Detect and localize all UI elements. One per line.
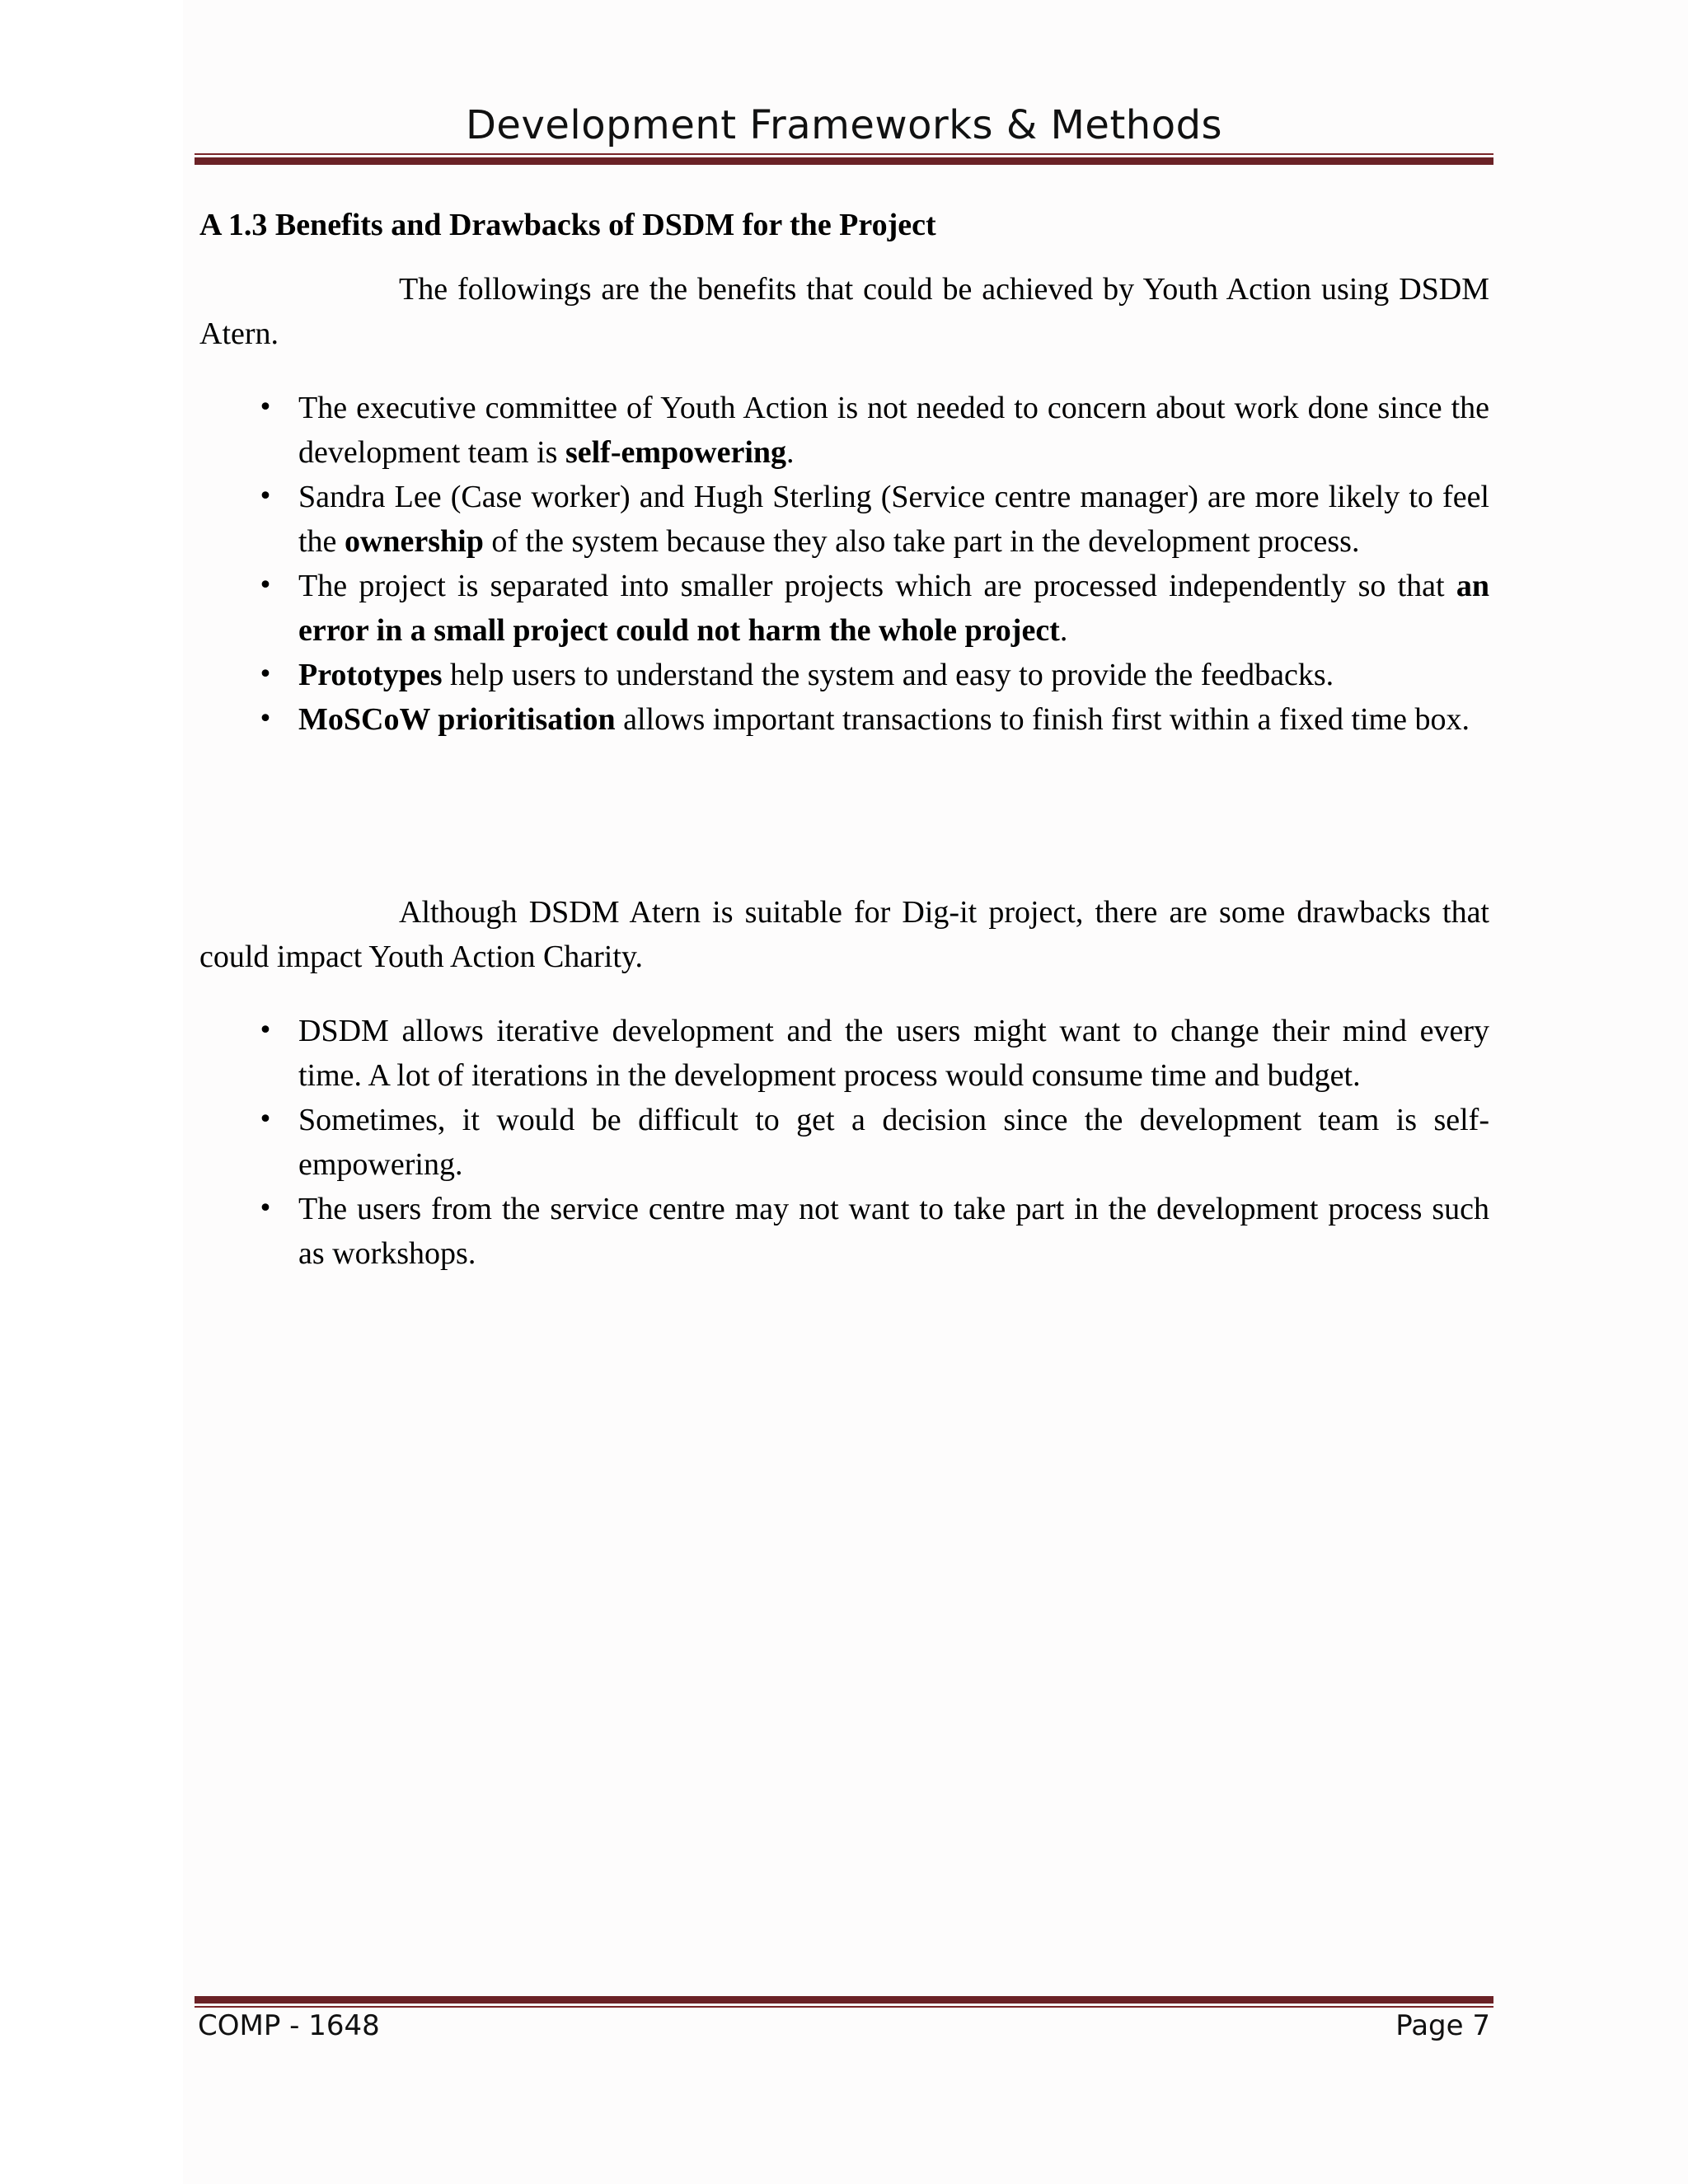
list-item (199, 1009, 1489, 1098)
list-item-text: help users to understand the system and easy to provide the feedbacks. (442, 658, 1334, 692)
list-item-text: . (1059, 613, 1068, 648)
list-item-emphasis: ownership (344, 524, 484, 559)
bullet-icon: • (258, 705, 273, 733)
benefits-intro: The followings are the benefits that could be achieved by Youth Action using DSDM Atern. (199, 272, 1489, 351)
course-code: COMP - 1648 (198, 2009, 380, 2042)
list-item-text: DSDM allows iterative development and the users might want to change their mind every time. A lot of iterations in the development process would consume time and budget. (298, 1014, 1489, 1093)
document-body (199, 203, 1489, 1276)
list-item-text: The executive committee of Youth Action is not needed to concern about work done since the development team is (298, 391, 1489, 470)
benefits-list (199, 386, 1489, 742)
section-heading: A 1.3 Benefits and Drawbacks of DSDM for the Project (199, 208, 936, 242)
list-item (199, 386, 1489, 475)
page-number: Page 7 (1395, 2009, 1490, 2042)
list-item (199, 564, 1489, 653)
bullet-icon: • (258, 571, 273, 600)
bullet-icon: • (258, 482, 273, 511)
list-item-text: Sometimes, it would be difficult to get a decision since the development team is self-empowering. (298, 1103, 1489, 1182)
list-item-text: . (786, 435, 795, 470)
bullet-icon: • (258, 1194, 273, 1223)
header-rule (195, 153, 1493, 165)
list-item (199, 1187, 1489, 1276)
drawbacks-list (199, 1009, 1489, 1276)
drawbacks-intro: Although DSDM Atern is suitable for Dig-it project, there are some drawbacks that could impact Youth Action Charity. (199, 895, 1489, 974)
bullet-icon: • (258, 1016, 273, 1045)
list-item-text: allows important transactions to finish first within a fixed time box. (615, 702, 1470, 737)
list-item-text: The project is separated into smaller projects which are processed independently so that (298, 569, 1456, 603)
list-item-emphasis: Prototypes (298, 658, 443, 692)
list-item (199, 475, 1489, 564)
list-item (199, 653, 1489, 697)
bullet-icon: • (258, 393, 273, 422)
bullet-icon: • (258, 660, 273, 689)
page-header-title: Development Frameworks & Methods (465, 102, 1223, 148)
bullet-icon: • (258, 1105, 273, 1134)
list-item-text: Sandra Lee (Case worker) and Hugh Sterling (Service centre manager) are more likely to feel the (298, 480, 1489, 559)
list-item-emphasis: MoSCoW prioritisation (298, 702, 616, 737)
list-item-emphasis: an error in a small project could not harm the whole project (298, 569, 1489, 648)
footer-rule (195, 1996, 1493, 2008)
list-item-text: of the system because they also take part in the development process. (483, 524, 1360, 559)
list-item (199, 697, 1489, 742)
list-item-text: The users from the service centre may not want to take part in the development process such as workshops. (298, 1192, 1489, 1271)
list-item-emphasis: self-empowering (565, 435, 787, 470)
list-item (199, 1098, 1489, 1187)
section-spacer (199, 742, 1489, 890)
